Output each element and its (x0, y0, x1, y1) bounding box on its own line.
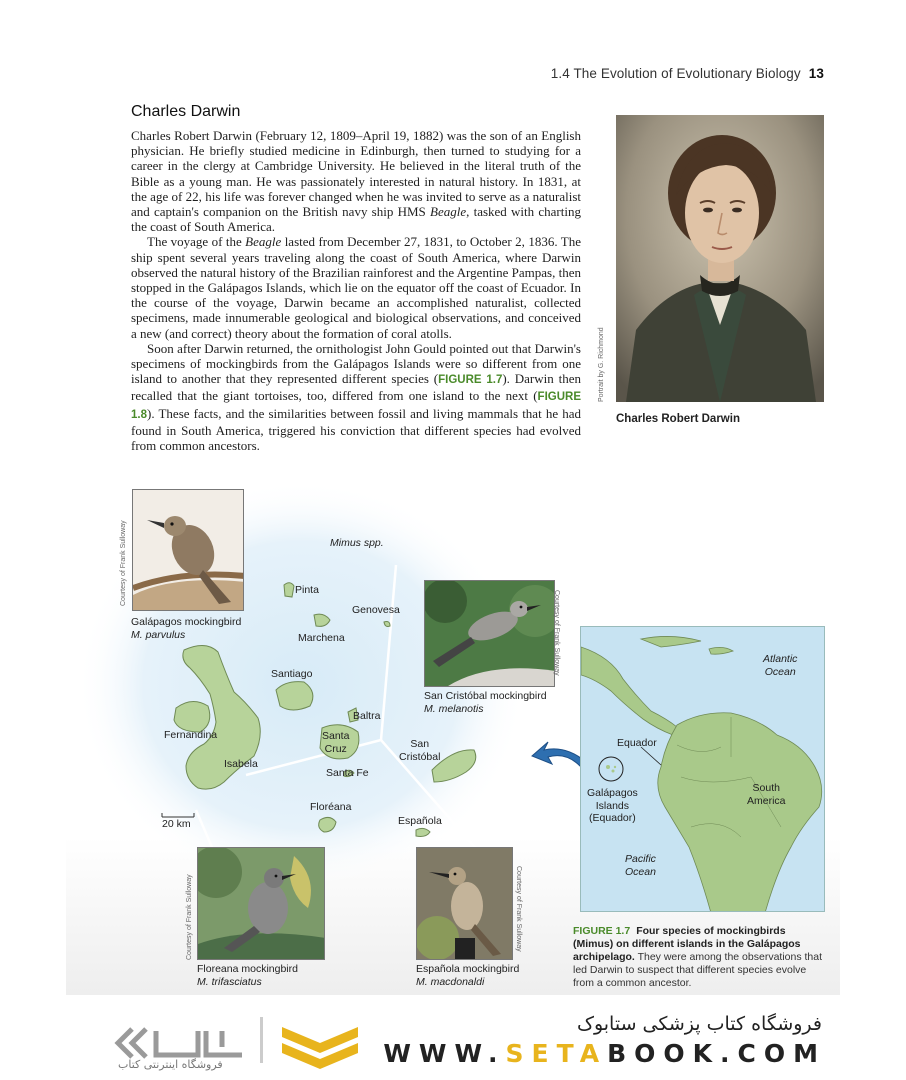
url-suffix: BOOK.COM (607, 1039, 826, 1068)
figure-1-8-link[interactable]: FIGURE 1.8 (131, 391, 581, 421)
ship-name: Beagle (430, 204, 467, 220)
paragraph-1 (131, 128, 581, 234)
body-text (131, 128, 581, 453)
footer-store-title: فروشگاه کتاب پزشکی ستابوک (576, 1013, 822, 1035)
label-floreana-mockingbird (197, 963, 298, 988)
scientific-name: M. macdonaldi (416, 975, 485, 988)
island-fernandina (174, 701, 210, 732)
paragraph-1-text: Charles Robert Darwin (February 12, 1809–April 19, 1882) was the son of an English physician. He briefly studied medicine in Edinburgh, then turned to studying for a career in the clergy at Cambridge University. He believed in the literal truth of the Bible as a young man. He was passionately interested in natural history. In 1831, at the age of 22, his life was forever changed when he was invited to serve as a naturalist and captain's companion on the British navy ship HMS (131, 128, 581, 220)
arrow-icon (532, 742, 586, 766)
paragraph-3 (131, 341, 581, 453)
paragraph-2-start: The voyage of the (147, 234, 246, 250)
label-san-cristobal: San Cristóbal (399, 738, 441, 763)
credit-galapagos: Courtesy of Frank Sulloway (120, 520, 127, 606)
label-santa-cruz: Santa Cruz (322, 730, 350, 755)
figure-caption (573, 925, 825, 990)
url-prefix: WWW. (383, 1039, 506, 1068)
running-header (551, 66, 824, 81)
island-pinta (284, 583, 294, 597)
island-santiago (276, 682, 313, 710)
figure-1-7 (66, 470, 840, 995)
label-genovesa: Genovesa (352, 604, 400, 616)
portrait-caption: Charles Robert Darwin (616, 413, 740, 425)
label-atlantic-ocean: Atlantic Ocean (763, 653, 798, 678)
photo-floreana-mockingbird (197, 847, 325, 960)
footer-subtitle: فروشگاه اینترنتی کتاب (118, 1058, 223, 1071)
label-pinta: Pinta (295, 584, 319, 596)
running-header-title: 1.4 The Evolution of Evolutionary Biology (550, 66, 801, 81)
label-san-cristobal-mockingbird (424, 690, 547, 715)
photo-espanola-mockingbird (416, 847, 513, 960)
figure-number: FIGURE 1.7 (573, 925, 631, 937)
label-south-america: South America (747, 782, 786, 807)
label-pacific-ocean: Pacific Ocean (625, 853, 656, 878)
url-highlight: SETA (505, 1039, 608, 1068)
label-marchena: Marchena (298, 632, 345, 644)
figure-1-7-link[interactable]: FIGURE 1.7 (438, 374, 503, 387)
label-espanola-mockingbird (416, 963, 519, 988)
photo-galapagos-mockingbird (132, 489, 244, 611)
darwin-portrait (616, 115, 824, 402)
label-santa-fe: Santa Fe (326, 767, 369, 779)
figure-title: Four species of mockingbirds (Mimus) on different islands in the Galápagos archipelago. (573, 925, 801, 963)
photo-san-cristobal-mockingbird (424, 580, 555, 687)
scientific-name: M. trifasciatus (197, 975, 262, 988)
paragraph-2-rest: lasted from December 27, 1831, to October 2, 1836. The ship spent several years traveling along the coast of South America, where Darwin observed the natural history of the Brazilian rainforest and the Argentine Pampas, then stopped in the Galápagos Islands, which lie on the equator off the coast of Ecuador. In the course of the voyage, Darwin became an accomplished naturalist, collected specimens, made innumerable geological and biological observations, and conceived a new (and correct) theory about the formation of coral atolls. (131, 234, 581, 341)
label-galapagos-mockingbird (131, 616, 241, 641)
label-isabela: Isabela (224, 758, 258, 770)
label-equador: Equador (617, 737, 657, 749)
figure-caption-text: They were among the observations that led Darwin to suspect that different species evolve from a common ancestor. (573, 951, 823, 989)
footer-banner (0, 995, 906, 1080)
credit-floreana: Courtesy of Frank Sulloway (186, 874, 193, 960)
section-heading: Charles Darwin (131, 103, 241, 120)
footer-url[interactable] (383, 1039, 826, 1068)
credit-san-cristobal: Courtesy of Frank Sulloway (553, 590, 560, 676)
credit-espanola: Courtesy of Frank Sulloway (515, 866, 522, 952)
portrait-credit: Portrait by G. Richmond (598, 327, 605, 402)
label-baltra: Baltra (353, 710, 381, 722)
label-santiago: Santiago (271, 668, 313, 680)
common-name: Galápagos mockingbird (131, 616, 242, 628)
label-fernandina: Fernandina (164, 729, 218, 741)
genus-text: Mimus spp. (330, 537, 384, 549)
genus-label (330, 537, 384, 550)
paragraph-3-mid: ). Darwin then recalled that the giant tortoises, too, differed from one island to the next ( (131, 371, 581, 404)
ship-name: Beagle (245, 234, 282, 250)
page-number: 13 (808, 66, 824, 81)
common-name: Española mockingbird (416, 963, 520, 975)
scale-label: 20 km (162, 818, 191, 830)
south-america-inset-map (580, 626, 825, 912)
paragraph-2 (131, 234, 581, 340)
label-galapagos-islands: Galápagos Islands (Equador) (587, 787, 638, 824)
paragraph-1-end: , tasked with charting the coast of South America. (131, 204, 581, 235)
common-name: San Cristóbal mockingbird (424, 690, 547, 702)
paragraph-3-start: Soon after Darwin returned, the ornithologist John Gould pointed out that Darwin's specimens of mockingbirds from the Galápagos Islands were so different from one island to another that they represented different species ( (131, 340, 581, 387)
paragraph-3-end: ). These facts, and the similarities between fossil and living mammals that he had found in South America, triggered his conviction that different species had evolved from common ancestors. (131, 405, 581, 454)
scientific-name: M. parvulus (131, 628, 186, 641)
label-espanola: Española (398, 815, 442, 827)
common-name: Floreana mockingbird (197, 963, 298, 975)
scientific-name: M. melanotis (424, 702, 484, 715)
label-floreana: Floréana (310, 801, 352, 813)
